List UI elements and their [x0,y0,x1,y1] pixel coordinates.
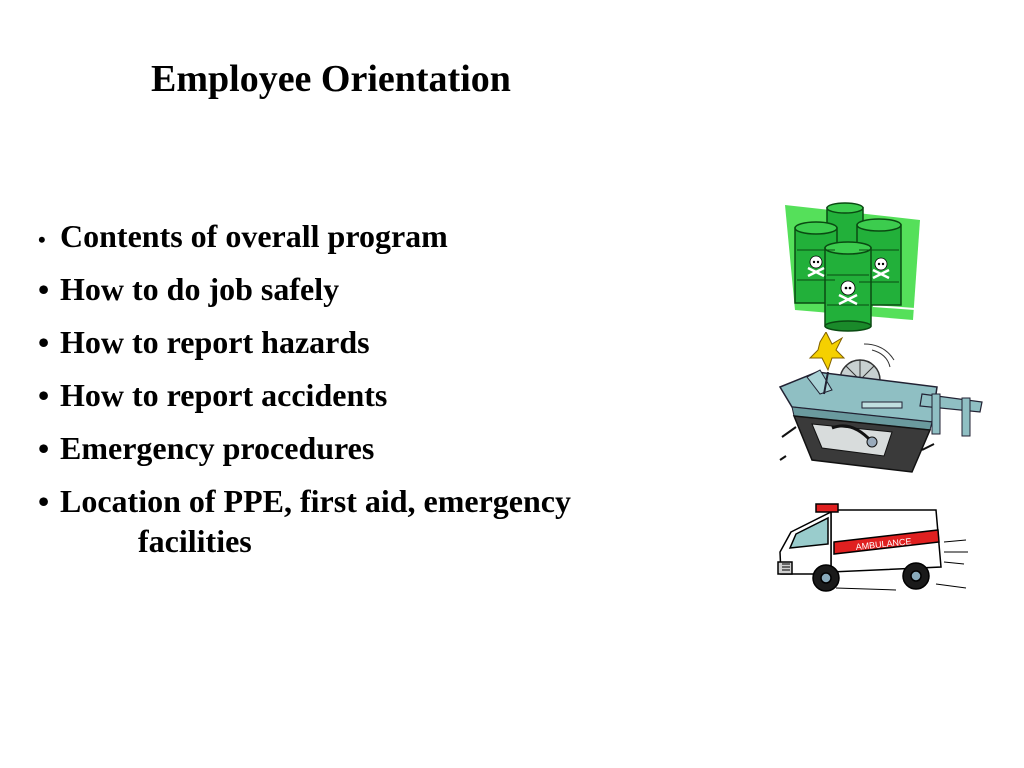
bullet-dot: • [38,483,50,519]
bullet-dot: • [38,271,50,307]
bullet-item [38,269,738,322]
ambulance-icon [776,502,971,598]
slide-title: Employee Orientation [151,58,511,100]
bullet-item [38,375,738,428]
bullet-continuation: facilities [138,523,252,559]
bullet-item [38,428,738,481]
toxic-barrels-icon [785,200,925,335]
bullet-text: How to do job safely [60,271,340,307]
bullet-text: Emergency procedures [60,430,375,466]
bullet-list [38,216,738,561]
bullet-text: Location of PPE, first aid, emergency [60,483,571,519]
bullet-dot: • [38,227,46,252]
bullet-item [38,216,738,269]
bullet-dot: • [38,377,50,413]
bullet-item [38,481,738,561]
bullet-text: How to report accidents [60,377,388,413]
svg-text:AMBULANCE: AMBULANCE [855,536,912,552]
bullet-text: How to report hazards [60,324,370,360]
bullet-text: Contents of overall program [60,218,448,254]
bullet-dot: • [38,430,50,466]
table-saw-icon [772,332,987,477]
bullet-dot: • [38,324,50,360]
bullet-item [38,322,738,375]
